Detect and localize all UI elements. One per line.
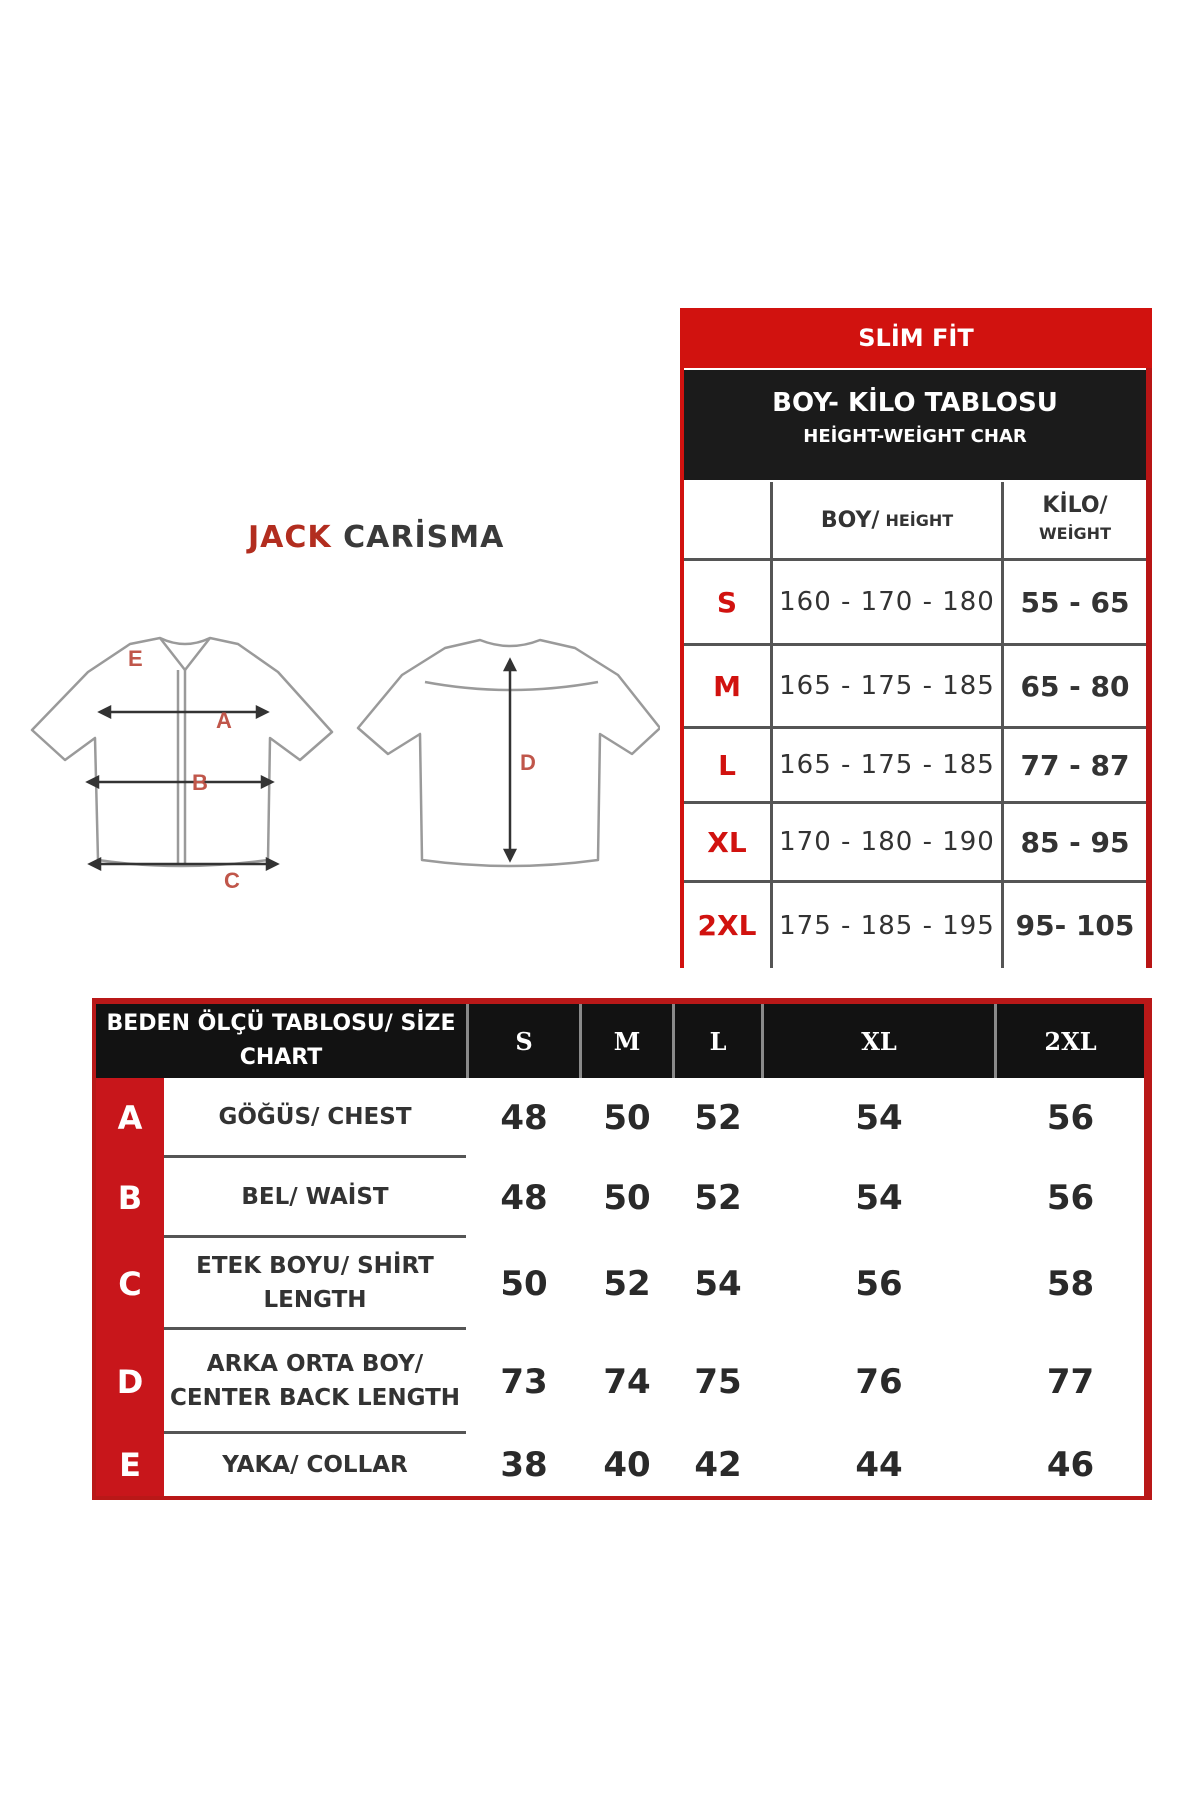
hw-title-block xyxy=(684,370,1146,480)
hw-title: BOY- KİLO TABLOSU xyxy=(772,388,1058,418)
row-value: 52 xyxy=(694,1178,742,1218)
size-header: M xyxy=(613,1026,641,1056)
hw-size: 2XL xyxy=(684,883,773,968)
label-d: D xyxy=(520,750,536,775)
row-value: 76 xyxy=(855,1362,903,1402)
row-value: 56 xyxy=(1046,1178,1095,1218)
row-label-text: BEL/ WAİST xyxy=(241,1183,389,1210)
size-chart-header xyxy=(96,1004,1144,1078)
hw-size: M xyxy=(684,646,773,726)
row-label-text: ETEK BOYU/ SHİRT xyxy=(196,1252,434,1279)
row-value: 75 xyxy=(694,1362,742,1402)
row-letter: E xyxy=(96,1434,164,1496)
hw-header-row xyxy=(684,482,1146,561)
row-value: 52 xyxy=(694,1098,742,1138)
hw-weight: 95- 105 xyxy=(1015,909,1135,942)
row-value: 73 xyxy=(500,1362,548,1402)
row-label xyxy=(164,1078,466,1158)
row-value: 58 xyxy=(1046,1264,1095,1304)
brand-logo xyxy=(248,520,504,555)
row-value: 54 xyxy=(855,1098,903,1138)
hw-row xyxy=(684,561,1146,646)
row-letter: A xyxy=(96,1078,164,1158)
row-label-text: GÖĞÜS/ CHEST xyxy=(218,1103,412,1130)
row-value: 42 xyxy=(694,1445,742,1485)
row-label-text: YAKA/ COLLAR xyxy=(222,1452,408,1478)
hw-header-height-en: HEİGHT xyxy=(885,510,954,530)
row-value: 46 xyxy=(1046,1445,1095,1485)
row-value: 52 xyxy=(603,1264,651,1304)
hw-height: 170 - 180 - 190 xyxy=(773,804,1004,880)
hw-row xyxy=(684,646,1146,729)
row-label-text: ARKA ORTA BOY/ xyxy=(206,1350,424,1377)
row-value: 44 xyxy=(855,1445,903,1485)
row-value: 38 xyxy=(500,1445,548,1485)
front-shirt-outline xyxy=(32,638,332,866)
hw-header-weight-tr: KİLO/ xyxy=(1042,493,1108,518)
label-e: E xyxy=(128,646,143,671)
row-value: 50 xyxy=(500,1264,548,1304)
hw-header-weight-en: WEİGHT xyxy=(1039,524,1111,543)
fit-banner: SLİM FİT xyxy=(680,308,1152,368)
row-label-text: CENTER BACK LENGTH xyxy=(169,1384,461,1411)
size-row xyxy=(96,1078,1144,1158)
hw-size: XL xyxy=(684,804,773,880)
row-label xyxy=(164,1238,466,1330)
row-value: 48 xyxy=(500,1178,548,1218)
hw-height: 165 - 175 - 185 xyxy=(773,646,1004,726)
row-value: 50 xyxy=(603,1098,651,1138)
label-b: B xyxy=(192,770,208,795)
hw-weight: 55 - 65 xyxy=(1020,585,1130,619)
hw-row xyxy=(684,729,1146,804)
hw-height: 165 - 175 - 185 xyxy=(773,729,1004,801)
brand-part2: CARİSMA xyxy=(343,520,505,555)
hw-weight: 77 - 87 xyxy=(1020,748,1130,782)
size-header: S xyxy=(515,1026,533,1056)
row-label xyxy=(164,1330,466,1434)
hw-weight: 65 - 80 xyxy=(1020,669,1130,703)
hw-size: L xyxy=(684,729,773,801)
row-value: 48 xyxy=(500,1098,548,1138)
row-value: 56 xyxy=(1046,1098,1095,1138)
row-label xyxy=(164,1434,466,1496)
size-row xyxy=(96,1238,1144,1330)
table-border-right xyxy=(1146,368,1152,968)
row-value: 40 xyxy=(603,1445,651,1485)
row-value: 54 xyxy=(694,1264,742,1304)
size-row xyxy=(96,1434,1144,1496)
row-label-text: LENGTH xyxy=(263,1286,367,1313)
hw-row xyxy=(684,883,1146,968)
row-letter: C xyxy=(96,1238,164,1330)
brand-part1: JACK xyxy=(248,520,332,555)
hw-header-height xyxy=(773,482,1004,558)
hw-height: 160 - 170 - 180 xyxy=(773,561,1004,643)
row-value: 54 xyxy=(855,1178,903,1218)
size-row xyxy=(96,1330,1144,1434)
hw-grid xyxy=(684,482,1146,968)
size-header: L xyxy=(709,1026,727,1056)
row-value: 74 xyxy=(603,1362,651,1402)
size-row xyxy=(96,1158,1144,1238)
row-value: 50 xyxy=(603,1178,651,1218)
size-chart-title-line1: BEDEN ÖLÇÜ TABLOSU/ SİZE xyxy=(106,1011,456,1036)
height-weight-table xyxy=(680,308,1152,968)
shirt-diagrams xyxy=(20,620,660,890)
row-letter: B xyxy=(96,1158,164,1238)
label-c: C xyxy=(224,868,240,890)
hw-height: 175 - 185 - 195 xyxy=(773,883,1004,968)
hw-size: S xyxy=(684,561,773,643)
hw-weight: 85 - 95 xyxy=(1020,825,1130,859)
row-value: 77 xyxy=(1046,1362,1095,1402)
hw-row xyxy=(684,804,1146,883)
row-letter: D xyxy=(96,1330,164,1434)
hw-subtitle: HEİGHT-WEİGHT CHAR xyxy=(803,426,1027,447)
size-header: XL xyxy=(861,1026,897,1056)
size-header: 2XL xyxy=(1044,1026,1097,1056)
label-a: A xyxy=(216,708,232,733)
size-chart-inner xyxy=(96,1004,1144,1496)
row-label xyxy=(164,1158,466,1238)
size-chart-title xyxy=(96,1004,466,1078)
size-chart-table xyxy=(92,998,1152,1500)
row-value: 56 xyxy=(855,1264,903,1304)
hw-header-empty xyxy=(684,482,773,558)
hw-header-weight xyxy=(1004,482,1146,558)
hw-header-height-tr: BOY/ xyxy=(820,507,880,533)
size-chart-title-line2: CHART xyxy=(239,1045,323,1070)
